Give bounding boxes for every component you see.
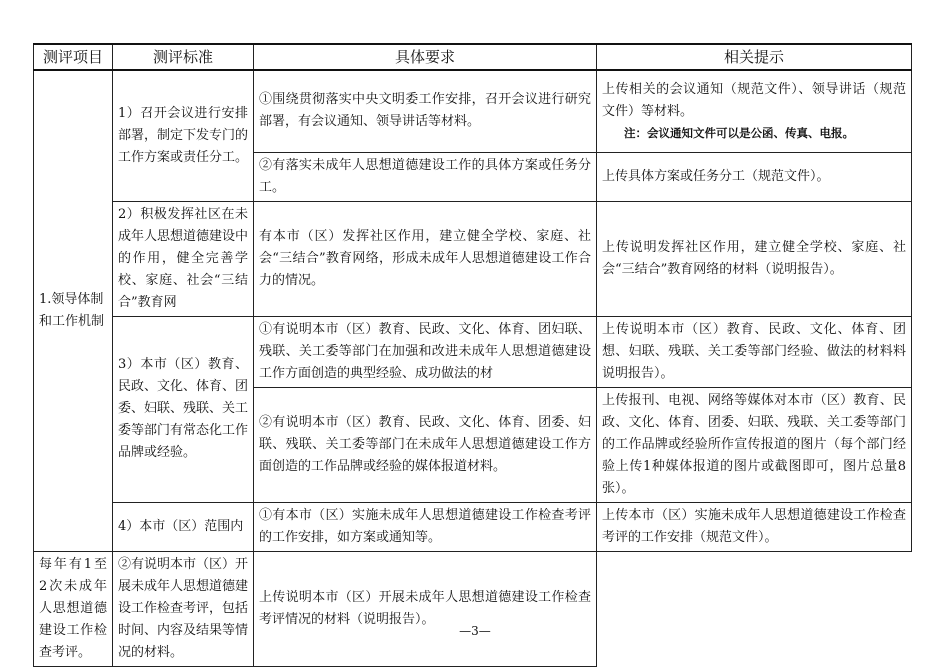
hint-cell: 上传具体方案或任务分工（规范文件）。 <box>597 152 912 201</box>
requirement-cell: ②有落实未成年人思想道德建设工作的具体方案或任务分工。 <box>254 152 597 201</box>
standard-cell: 2）积极发挥社区在未成年人思想道德建设中的作用，健全完善学校、家庭、社会“三结合”教育网 <box>113 201 254 316</box>
standard-cell: 4）本市（区）范围内 <box>113 502 254 551</box>
table-row <box>34 551 912 666</box>
requirement-cell: ①围绕贯彻落实中央文明委工作安排，召开会议进行研究部署，有会议通知、领导讲话等材料。 <box>254 70 597 152</box>
requirement-cell: ①有本市（区）实施未成年人思想道德建设工作检查考评的工作安排，如方案或通知等。 <box>254 502 597 551</box>
table-row <box>34 70 912 152</box>
hint-note: 注：会议通知文件可以是公函、传真、电报。 <box>624 126 854 141</box>
requirement-cell: 有本市（区）发挥社区作用，建立健全学校、家庭、社会“三结合”教育网络，形成未成年人思想道德建设工作合力的情况。 <box>254 201 597 316</box>
table-row <box>34 201 912 316</box>
hint-cell: 上传报刊、电视、网络等媒体对本市（区）教育、民政、文化、体育、团委、妇联、残联、关工委等部门的工作品牌或经验所作宣传报道的图片（每个部门经验上传1种媒体报道的图片或截图即可，图片总量8张）。 <box>597 387 912 502</box>
hint-cell: 上传说明本市（区）教育、民政、文化、体育、团想、妇联、残联、关工委等部门经验、做法的材料料说明报告）。 <box>597 316 912 387</box>
table-row <box>34 316 912 387</box>
standard-cell: 每年有1至2次未成年人思想道德建设工作检查考评。 <box>34 551 113 666</box>
header-requirement: 具体要求 <box>254 44 597 70</box>
header-hint: 相关提示 <box>597 44 912 70</box>
evaluation-table <box>33 43 912 667</box>
hint-text: 上传相关的会议通知（规范文件）、领导讲话（规范文件）等材料。 <box>602 82 906 120</box>
hint-cell: 上传说明发挥社区作用，建立健全学校、家庭、社会“三结合”教育网络的材料（说明报告）。 <box>597 201 912 316</box>
hint-cell <box>597 70 912 152</box>
page-number: —3— <box>459 624 491 638</box>
item-cell: 1.领导体制和工作机制 <box>34 70 113 551</box>
table-row <box>34 502 912 551</box>
requirement-cell: ②有说明本市（区）教育、民政、文化、体育、团委、妇联、残联、关工委等部门在未成年人思想道德建设工作方面创造的工作品牌或经验的媒体报道材料。 <box>254 387 597 502</box>
requirement-cell: ①有说明本市（区）教育、民政、文化、体育、团妇联、残联、关工委等部门在加强和改进未成年人思想道德建设工作方面创造的典型经验、成功做法的材 <box>254 316 597 387</box>
header-item: 测评项目 <box>34 44 113 70</box>
hint-cell: 上传说明本市（区）开展未成年人思想道德建设工作检查考评情况的材料（说明报告）。 <box>254 551 597 666</box>
standard-cell: 3）本市（区）教育、民政、文化、体育、团委、妇联、残联、关工委等部门有常态化工作品牌或经验。 <box>113 316 254 502</box>
header-standard: 测评标准 <box>113 44 254 70</box>
hint-cell: 上传本市（区）实施未成年人思想道德建设工作检查考评的工作安排（规范文件）。 <box>597 502 912 551</box>
requirement-cell: ②有说明本市（区）开展未成年人思想道德建设工作检查考评，包括时间、内容及结果等情况的材料。 <box>113 551 254 666</box>
standard-cell: 1）召开会议进行安排部署，制定下发专门的工作方案或责任分工。 <box>113 70 254 201</box>
header-row <box>34 44 912 70</box>
